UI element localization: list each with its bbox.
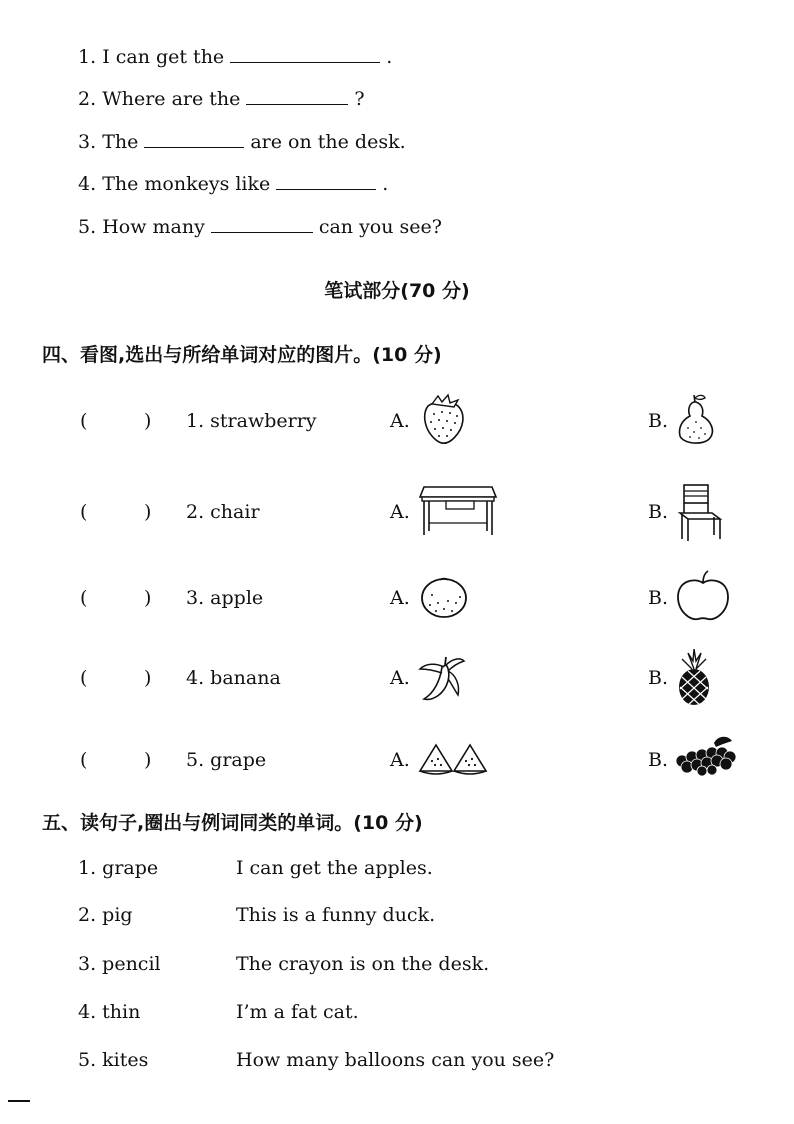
option-b-label: B. — [648, 667, 669, 689]
question-word: 2. chair — [186, 501, 260, 523]
answer-blank[interactable] — [230, 40, 380, 63]
chair-icon[interactable] — [674, 483, 726, 543]
written-part-title: 笔试部分(70 分) — [324, 280, 470, 302]
answer-paren-open[interactable]: ( — [80, 749, 88, 771]
grapes-icon[interactable] — [674, 731, 738, 777]
question-sentence[interactable]: This is a funny duck. — [236, 904, 436, 926]
banana-icon[interactable] — [418, 649, 468, 705]
question-word: 1. strawberry — [186, 410, 317, 432]
answer-paren-close: ) — [144, 667, 152, 689]
question-word: 3. apple — [186, 587, 264, 609]
example-word: 1. grape — [78, 857, 159, 879]
pear-icon[interactable] — [674, 392, 718, 448]
picture-question-2 — [0, 483, 794, 543]
option-b-label: B. — [648, 749, 669, 771]
question-sentence[interactable]: I’m a fat cat. — [236, 1001, 359, 1023]
page-footer-dash — [8, 1100, 30, 1102]
option-a-label: A. — [390, 667, 410, 689]
question-word: 4. banana — [186, 667, 281, 689]
example-word: 3. pencil — [78, 953, 161, 975]
listening-sentence-3: 3. The are on the desk. — [78, 125, 442, 167]
picture-question-1 — [0, 392, 794, 452]
option-b-label: B. — [648, 587, 669, 609]
answer-paren-close: ) — [144, 749, 152, 771]
answer-blank[interactable] — [246, 82, 348, 105]
orange-icon[interactable] — [418, 569, 470, 623]
question-sentence[interactable]: The crayon is on the desk. — [236, 953, 490, 975]
option-a-label: A. — [390, 501, 410, 523]
example-word: 4. thin — [78, 1001, 141, 1023]
option-b-label: B. — [648, 410, 669, 432]
example-word: 2. pig — [78, 904, 133, 926]
answer-paren-open[interactable]: ( — [80, 667, 88, 689]
pineapple-icon[interactable] — [674, 649, 714, 709]
answer-paren-open[interactable]: ( — [80, 501, 88, 523]
question-sentence[interactable]: I can get the apples. — [236, 857, 433, 879]
watermelon-icon[interactable] — [418, 731, 490, 777]
answer-paren-open[interactable]: ( — [80, 410, 88, 432]
strawberry-icon[interactable] — [418, 392, 468, 448]
answer-blank[interactable] — [276, 167, 376, 190]
question-word: 5. grape — [186, 749, 267, 771]
section5-title: 五、读句子,圈出与例词同类的单词。(10 分) — [42, 812, 423, 834]
listening-sentence-2: 2. Where are the ? — [78, 82, 442, 124]
listening-sentence-1: 1. I can get the . — [78, 40, 442, 82]
picture-question-4 — [0, 649, 794, 709]
answer-paren-close: ) — [144, 501, 152, 523]
answer-paren-close: ) — [144, 587, 152, 609]
answer-paren-open[interactable]: ( — [80, 587, 88, 609]
section4-title: 四、看图,选出与所给单词对应的图片。(10 分) — [42, 344, 442, 366]
desk-icon[interactable] — [418, 483, 498, 541]
option-a-label: A. — [390, 587, 410, 609]
picture-question-3 — [0, 569, 794, 629]
listening-sentence-5: 5. How many can you see? — [78, 210, 442, 252]
listening-sentence-list — [78, 40, 442, 252]
listening-sentence-4: 4. The monkeys like . — [78, 167, 442, 209]
apple-icon[interactable] — [674, 569, 732, 623]
option-a-label: A. — [390, 410, 410, 432]
option-b-label: B. — [648, 501, 669, 523]
option-a-label: A. — [390, 749, 410, 771]
answer-paren-close: ) — [144, 410, 152, 432]
picture-question-5 — [0, 731, 794, 791]
answer-blank[interactable] — [144, 125, 244, 148]
example-word: 5. kites — [78, 1049, 149, 1071]
answer-blank[interactable] — [211, 210, 313, 233]
question-sentence[interactable]: How many balloons can you see? — [236, 1049, 555, 1071]
